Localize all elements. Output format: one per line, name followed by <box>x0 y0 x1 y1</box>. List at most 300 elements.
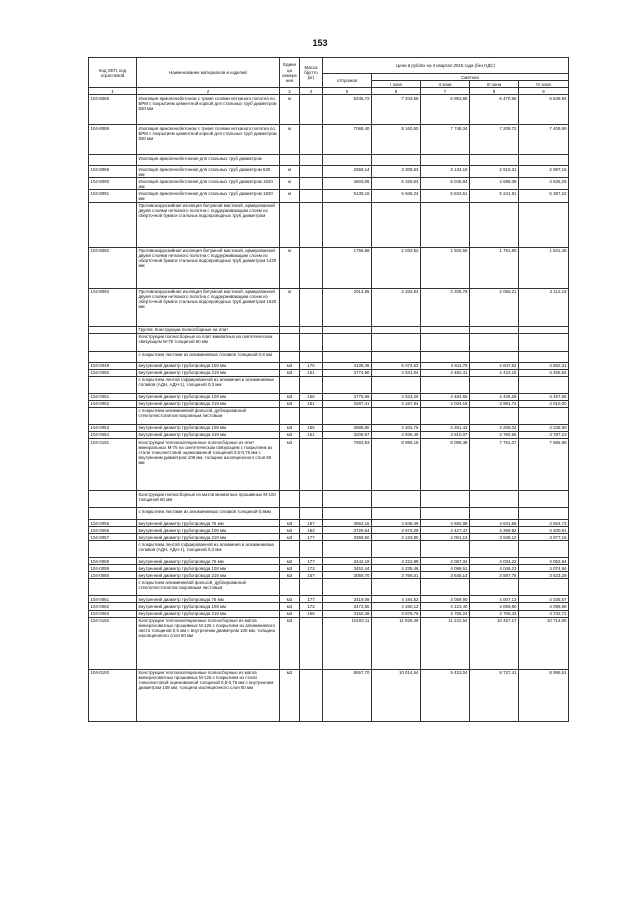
row-price-zone-4 <box>519 333 569 351</box>
row-price-zone-3 <box>470 202 519 247</box>
row-price-zone-1: 3 936,49 <box>372 431 421 438</box>
row-price-zone-4: 7 409,59 <box>519 125 569 155</box>
row-price-zone-2: 4 123,40 <box>421 603 470 610</box>
row-name: внутренний диаметр трубопровода 76 мм <box>137 558 280 565</box>
row-price-zone-4: 3 977,15 <box>519 534 569 541</box>
row-unit: м <box>280 166 300 178</box>
header-estimate-price: Сметная <box>372 74 569 81</box>
row-release-price: 3369,50 <box>323 534 372 541</box>
row-code: 104-0050 <box>89 369 137 376</box>
row-name: Группа: Конструкции полносборные на плит <box>137 326 280 333</box>
row-price-zone-3: 2 916,31 <box>470 166 519 178</box>
row-unit <box>280 541 300 558</box>
row-price-zone-1 <box>372 376 421 393</box>
row-mass <box>300 247 323 288</box>
row-mass <box>300 351 323 362</box>
row-price-zone-1: 4 222,89 <box>372 558 421 565</box>
row-code: 104-0049 <box>89 362 137 369</box>
row-unit: м3 <box>280 558 300 565</box>
header-name: Наименование материалов и изделий <box>137 58 280 88</box>
row-price-zone-1 <box>372 202 421 247</box>
row-code: 104-0191 <box>89 439 137 491</box>
row-price-zone-3: 4 069,80 <box>470 603 519 610</box>
row-code: 104-0058 <box>89 558 137 565</box>
row-price-zone-3: 3 597,76 <box>470 572 519 579</box>
row-code: 104-0054 <box>89 431 137 438</box>
row-code: 104-0052 <box>89 400 137 407</box>
row-release-price: 3728,54 <box>323 527 372 534</box>
row-release-price: 1756,68 <box>323 247 372 288</box>
table-row <box>89 376 569 393</box>
row-unit: м3 <box>280 393 300 400</box>
row-name: Конструкции теплоизоляционные полносборные из матов минераловатных прошивных М-125 с покрытием из стали тонколистовой оцинкованной толщиной 0,5-0,75 мм с внутренним диаметром 108 мм, толщина изоляционного слоя 60 мм <box>137 669 280 721</box>
row-mass <box>300 333 323 351</box>
row-price-zone-3: 3 706,43 <box>470 610 519 617</box>
row-price-zone-2: 3 645,14 <box>421 572 470 579</box>
table-row <box>89 125 569 155</box>
row-unit: м <box>280 288 300 326</box>
table-row <box>89 351 569 362</box>
row-price-zone-4: 3 732,72 <box>519 610 569 617</box>
row-unit <box>280 202 300 247</box>
row-name: Изоляция армопенобетонная для стальных труб диаметром 1620 мм <box>137 178 280 190</box>
row-price-zone-4: 4 882,31 <box>519 362 569 369</box>
row-code: 104-0053 <box>89 424 137 431</box>
row-price-zone-2: 3 810,07 <box>421 431 470 438</box>
row-release-price: 2014,95 <box>323 288 372 326</box>
row-price-zone-4: 4 235,90 <box>519 424 569 431</box>
row-price-zone-2: 4 484,55 <box>421 393 470 400</box>
row-code: 104-0056 <box>89 527 137 534</box>
row-price-zone-1: 7 343,69 <box>372 95 421 125</box>
row-price-zone-2 <box>421 376 470 393</box>
row-name: с покрытием алюминиевой фольгой, дублированной стеклотекстолитом покровным листовым <box>137 579 280 596</box>
table-row <box>89 541 569 558</box>
row-name: внутренний диаметр трубопровода 219 мм <box>137 369 280 376</box>
row-mass: 151 <box>300 431 323 438</box>
row-release-price <box>323 491 372 508</box>
row-name: внутренний диаметр трубопровода 76 мм <box>137 520 280 527</box>
row-release-price: 3652,15 <box>323 520 372 527</box>
row-price-zone-3 <box>470 351 519 362</box>
row-code: 104-8091 <box>89 190 137 202</box>
row-price-zone-2: 9 422,04 <box>421 669 470 721</box>
row-price-zone-1: 4 848,49 <box>372 520 421 527</box>
header-price: Цена в рублях на 4 квартал 2015 года (без НДС) <box>323 58 569 74</box>
row-name: с покрытием алюминиевой фольгой, дублированной стеклотекстолитом покровным листовым <box>137 407 280 424</box>
row-price-zone-2: 6 953,85 <box>421 95 470 125</box>
row-name: Изоляция армопенобетоном с тремя слоями нетканого полотна по БРМ с покрытием цементной коркой для стальных труб диаметром 820 мм <box>137 95 280 125</box>
row-release-price: 3162,49 <box>323 610 372 617</box>
table-row <box>89 166 569 178</box>
table-row <box>89 369 569 376</box>
row-price-zone-2: 4 427,47 <box>421 527 470 534</box>
row-code: 104-0060 <box>89 572 137 579</box>
table-row <box>89 202 569 247</box>
row-price-zone-1: 3 309,63 <box>372 166 421 178</box>
row-code <box>89 407 137 424</box>
row-price-zone-4 <box>519 579 569 596</box>
row-release-price <box>323 326 372 333</box>
table-row <box>89 393 569 400</box>
row-release-price: 3287,41 <box>323 400 372 407</box>
row-mass: 187 <box>300 520 323 527</box>
row-price-zone-4: 7 966,98 <box>519 439 569 491</box>
table-row <box>89 407 569 424</box>
row-price-zone-3: 1 791,80 <box>470 247 519 288</box>
row-price-zone-3 <box>470 326 519 333</box>
row-name: внутренний диаметр трубопровода 108 мм <box>137 424 280 431</box>
row-price-zone-2 <box>421 508 470 520</box>
row-code: 104-0063 <box>89 610 137 617</box>
row-name: внутренний диаметр трубопровода 219 мм <box>137 534 280 541</box>
row-price-zone-3: 5 241,91 <box>470 190 519 202</box>
table-row <box>89 400 569 407</box>
row-code <box>89 155 137 166</box>
row-code: 104-0061 <box>89 596 137 603</box>
header-release-price: отпускная <box>323 74 372 88</box>
row-unit: м3 <box>280 565 300 572</box>
row-price-zone-3: 4 007,13 <box>470 596 519 603</box>
row-price-zone-2 <box>421 155 470 166</box>
row-code <box>89 491 137 508</box>
row-mass <box>300 508 323 520</box>
table-row <box>89 431 569 438</box>
row-name: с покрытием листами из алюминиевых сплавов толщиной 0,8 мм <box>137 351 280 362</box>
row-mass: 177 <box>300 534 323 541</box>
row-mass: 170 <box>300 362 323 369</box>
row-price-zone-4: 4 455,54 <box>519 369 569 376</box>
row-price-zone-4: 4 035,57 <box>519 596 569 603</box>
row-release-price <box>323 407 372 424</box>
row-price-zone-2 <box>421 351 470 362</box>
col-number-6: 6 <box>372 88 421 95</box>
table-row <box>89 439 569 491</box>
row-price-zone-3: 4 695,09 <box>470 178 519 190</box>
row-mass <box>300 376 323 393</box>
row-mass <box>300 617 323 669</box>
header-zone-3: III зона <box>470 81 519 88</box>
row-price-zone-1: 4 133,80 <box>372 534 421 541</box>
row-code <box>89 326 137 333</box>
header-zone-2: II зона <box>421 81 470 88</box>
row-price-zone-2: 2 208,78 <box>421 288 470 326</box>
row-price-zone-1: 8 162,60 <box>372 125 421 155</box>
row-price-zone-4: 2 997,15 <box>519 166 569 178</box>
row-code: 104-0192 <box>89 617 137 669</box>
row-price-zone-2 <box>421 333 470 351</box>
col-number-2: 2 <box>137 88 280 95</box>
table-row <box>89 362 569 369</box>
row-price-zone-3: 4 631,68 <box>470 520 519 527</box>
row-unit: м <box>280 125 300 155</box>
row-price-zone-2: 3 134,18 <box>421 166 470 178</box>
table-body <box>89 95 569 721</box>
row-name: Конструкции полносборные из матов минватных прошивных М-100 толщиной 60 мм <box>137 491 280 508</box>
row-unit: м3 <box>280 424 300 431</box>
row-price-zone-3: 10 457,17 <box>470 617 519 669</box>
table-row <box>89 669 569 721</box>
row-price-zone-2: 4 482,41 <box>421 369 470 376</box>
row-release-price <box>323 155 372 166</box>
row-name: Изоляция армопенобетоном с тремя слоями нетканого полотна по БРМ с покрытием цементной коркой для стальных труб диаметром 920 мм <box>137 125 280 155</box>
row-name: Конструкции теплоизоляционные полносборные из матов минераловатных прошивных М-125 с покрытием из алюминиевого листа толщиной 0,5 мм с внутренним диаметром 108 мм, толщина изоляционного слоя 60 мм <box>137 617 280 669</box>
row-price-zone-1: 4 260,13 <box>372 603 421 610</box>
row-mass <box>300 439 323 491</box>
row-name: Изоляция армопенобетонная для стальных труб диаметром 630 мм <box>137 166 280 178</box>
row-price-zone-2 <box>421 541 470 558</box>
row-price-zone-2: 4 911,76 <box>421 362 470 369</box>
row-mass: 182 <box>300 527 323 534</box>
row-price-zone-3 <box>470 541 519 558</box>
row-price-zone-1: 8 885,18 <box>372 439 421 491</box>
row-mass: 166 <box>300 610 323 617</box>
row-unit <box>280 155 300 166</box>
row-unit <box>280 491 300 508</box>
table-row <box>89 491 569 508</box>
row-mass: 156 <box>300 424 323 431</box>
table-row <box>89 178 569 190</box>
col-number-3: 3 <box>280 88 300 95</box>
row-mass <box>300 190 323 202</box>
row-unit: м <box>280 95 300 125</box>
row-price-zone-1: 5 329,64 <box>372 178 421 190</box>
row-release-price: 3472,55 <box>323 603 372 610</box>
row-mass: 177 <box>300 558 323 565</box>
row-name: Изоляция армопенобетонная для стальных труб диаметром 1820 мм <box>137 190 280 202</box>
row-name: внутренний диаметр трубопровода 108 мм <box>137 527 280 534</box>
row-unit: м3 <box>280 439 300 491</box>
row-price-zone-3: 4 369,92 <box>470 527 519 534</box>
row-name: с покрытием лентой гофрированной из алюминия и алюминиевых сплавов (АДН, АДН-1), толщиной 0,3 мм <box>137 541 280 558</box>
row-code <box>89 376 137 393</box>
row-price-zone-2: 4 034,18 <box>421 400 470 407</box>
row-mass <box>300 491 323 508</box>
row-name: Конструкции теплоизоляционные полносборные из плит минеральных М-75 на синтетическом связующем с покрытием из стали тонколистовой оцинкованной толщиной 0,5-0,75 мм с внутренним диаметром 108 мм, толщина изоляционного слоя 60 мм <box>137 439 280 491</box>
row-release-price: 10193,11 <box>323 617 372 669</box>
col-number-1: 1 <box>89 88 137 95</box>
row-name: внутренний диаметр трубопровода 219 мм <box>137 610 280 617</box>
row-code <box>89 333 137 351</box>
row-price-zone-2 <box>421 202 470 247</box>
row-price-zone-1: 4 167,94 <box>372 400 421 407</box>
row-price-zone-4 <box>519 376 569 393</box>
row-price-zone-2: 4 001,13 <box>421 534 470 541</box>
row-unit <box>280 333 300 351</box>
row-price-zone-4: 6 649,94 <box>519 95 569 125</box>
table-row <box>89 610 569 617</box>
row-code: 104-8086 <box>89 95 137 125</box>
row-mass: 151 <box>300 400 323 407</box>
row-code: 104-8086 <box>89 166 137 178</box>
row-price-zone-2: 4 099,51 <box>421 565 470 572</box>
row-price-zone-1: 5 074,63 <box>372 362 421 369</box>
row-mass: 161 <box>300 369 323 376</box>
header-zone-4: IV зона <box>519 81 569 88</box>
header-code: Код ОКП, код отраслевой <box>89 58 137 88</box>
row-unit: м <box>280 190 300 202</box>
row-name: внутренний диаметр трубопровода 108 мм <box>137 362 280 369</box>
row-release-price: 3442,19 <box>323 558 372 565</box>
row-release-price: 3419,08 <box>323 596 372 603</box>
row-price-zone-4: 10 714,90 <box>519 617 569 669</box>
table-row <box>89 155 569 166</box>
page-number: 153 <box>312 38 328 48</box>
row-price-zone-3: 8 737,41 <box>470 669 519 721</box>
row-unit <box>280 579 300 596</box>
row-release-price: 3452,44 <box>323 565 372 572</box>
row-price-zone-3 <box>470 407 519 424</box>
row-price-zone-4 <box>519 202 569 247</box>
row-price-zone-1 <box>372 333 421 351</box>
header-unit: Едини ца измере ния <box>280 58 300 88</box>
row-price-zone-2: 4 692,88 <box>421 520 470 527</box>
row-price-zone-4: 3 623,29 <box>519 572 569 579</box>
row-price-zone-3: 2 055,21 <box>470 288 519 326</box>
row-mass <box>300 579 323 596</box>
row-price-zone-4: 4 074,94 <box>519 565 569 572</box>
row-release-price <box>323 351 372 362</box>
row-price-zone-2 <box>421 407 470 424</box>
row-price-zone-4 <box>519 407 569 424</box>
table-row <box>89 603 569 610</box>
col-number-8: 8 <box>470 88 519 95</box>
row-release-price: 7593,53 <box>323 439 372 491</box>
row-name: внутренний диаметр трубопровода 108 мм <box>137 565 280 572</box>
table-row <box>89 326 569 333</box>
row-unit: м3 <box>280 610 300 617</box>
row-unit <box>280 508 300 520</box>
row-price-zone-3: 4 847,62 <box>470 362 519 369</box>
table-row <box>89 190 569 202</box>
row-name: внутренний диаметр трубопровода 108 мм <box>137 603 280 610</box>
row-mass <box>300 95 323 125</box>
row-price-zone-3 <box>470 491 519 508</box>
row-price-zone-1 <box>372 407 421 424</box>
row-name: с покрытием лентой гофрированной из алюминия и алюминиевых сплавов (АДН, АДН-1), толщиной 0,3 мм <box>137 376 280 393</box>
row-price-zone-1: 4 235,46 <box>372 565 421 572</box>
table-row <box>89 424 569 431</box>
row-code <box>89 202 137 247</box>
row-price-zone-1 <box>372 326 421 333</box>
row-code: 104-0057 <box>89 534 137 541</box>
row-price-zone-3: 7 751,07 <box>470 439 519 491</box>
row-release-price: 4138,48 <box>323 362 372 369</box>
row-price-zone-1: 4 194,52 <box>372 596 421 603</box>
row-mass <box>300 288 323 326</box>
row-release-price: 2659,14 <box>323 166 372 178</box>
row-code: 104-0062 <box>89 603 137 610</box>
row-mass <box>300 166 323 178</box>
row-code <box>89 508 137 520</box>
row-code: 104-8089 <box>89 125 137 155</box>
row-price-zone-2: 4 261,43 <box>421 424 470 431</box>
row-code: 104-8090 <box>89 178 137 190</box>
row-release-price: 6345,72 <box>323 95 372 125</box>
row-price-zone-1: 4 574,29 <box>372 527 421 534</box>
row-price-zone-1 <box>372 155 421 166</box>
price-table <box>88 57 569 722</box>
row-price-zone-2: 1 925,66 <box>421 247 470 288</box>
row-mass: 167 <box>300 572 323 579</box>
row-price-zone-4: 4 400,91 <box>519 527 569 534</box>
row-unit: м3 <box>280 362 300 369</box>
row-price-zone-4 <box>519 508 569 520</box>
row-release-price <box>323 579 372 596</box>
row-price-zone-3: 3 949,12 <box>470 534 519 541</box>
table-row <box>89 288 569 326</box>
row-price-zone-1 <box>372 579 421 596</box>
table-row <box>89 596 569 603</box>
row-price-zone-1: 2 332,54 <box>372 288 421 326</box>
row-price-zone-4: 5 387,22 <box>519 190 569 202</box>
row-mass <box>300 178 323 190</box>
row-code: 104-0055 <box>89 520 137 527</box>
row-price-zone-3 <box>470 508 519 520</box>
row-price-zone-4: 4 010,00 <box>519 400 569 407</box>
row-price-zone-3: 4 426,26 <box>470 393 519 400</box>
row-unit: м3 <box>280 572 300 579</box>
row-price-zone-4 <box>519 155 569 166</box>
row-price-zone-4: 4 457,65 <box>519 393 569 400</box>
row-price-zone-1: 10 014,64 <box>372 669 421 721</box>
row-price-zone-4 <box>519 541 569 558</box>
row-release-price: 3776,69 <box>323 393 372 400</box>
row-price-zone-1: 4 402,76 <box>372 424 421 431</box>
row-release-price: 5139,16 <box>323 190 372 202</box>
row-unit: м3 <box>280 400 300 407</box>
row-unit: м3 <box>280 534 300 541</box>
row-code: 104-0193 <box>89 669 137 721</box>
row-price-zone-4: 3 787,23 <box>519 431 569 438</box>
row-code: 104-8093 <box>89 288 137 326</box>
row-price-zone-1: 11 925,49 <box>372 617 421 669</box>
row-price-zone-2: 11 222,64 <box>421 617 470 669</box>
row-code <box>89 541 137 558</box>
row-name: внутренний диаметр трубопровода 219 мм <box>137 572 280 579</box>
row-name: внутренний диаметр трубопровода 108 мм <box>137 393 280 400</box>
row-price-zone-3: 3 760,55 <box>470 431 519 438</box>
row-price-zone-2: 4 087,34 <box>421 558 470 565</box>
table-row <box>89 534 569 541</box>
row-mass <box>300 669 323 721</box>
row-price-zone-3: 4 206,04 <box>470 424 519 431</box>
row-price-zone-1 <box>372 351 421 362</box>
row-price-zone-1: 3 766,01 <box>372 572 421 579</box>
row-price-zone-2: 7 748,34 <box>421 125 470 155</box>
row-name: с покрытием листами из алюминиевых сплавов толщиной 0,8мм <box>137 508 280 520</box>
table-row <box>89 527 569 534</box>
row-price-zone-3: 7 209,72 <box>470 125 519 155</box>
row-price-zone-2: 4 059,90 <box>421 596 470 603</box>
row-unit: м <box>280 178 300 190</box>
row-price-zone-4: 4 664,73 <box>519 520 569 527</box>
row-release-price: 3586,80 <box>323 424 372 431</box>
table-row <box>89 565 569 572</box>
table-row <box>89 508 569 520</box>
row-release-price: 3209,67 <box>323 431 372 438</box>
row-price-zone-1: 4 631,04 <box>372 369 421 376</box>
col-number-4: 4 <box>300 88 323 95</box>
row-name: Противокоррозийная изоляция битумной мастикой, армированной двумя слоями нетканого полотна с поддерживающим слоем из оберточной бумаги стальных водопроводных труб диаметром 1620 мм <box>137 288 280 326</box>
row-unit: м3 <box>280 603 300 610</box>
row-unit: м3 <box>280 669 300 721</box>
row-price-zone-1: 4 633,25 <box>372 393 421 400</box>
row-price-zone-2: 3 755,24 <box>421 610 470 617</box>
row-price-zone-2: 5 045,84 <box>421 178 470 190</box>
row-release-price: 7068,40 <box>323 125 372 155</box>
row-release-price: 3774,90 <box>323 369 372 376</box>
